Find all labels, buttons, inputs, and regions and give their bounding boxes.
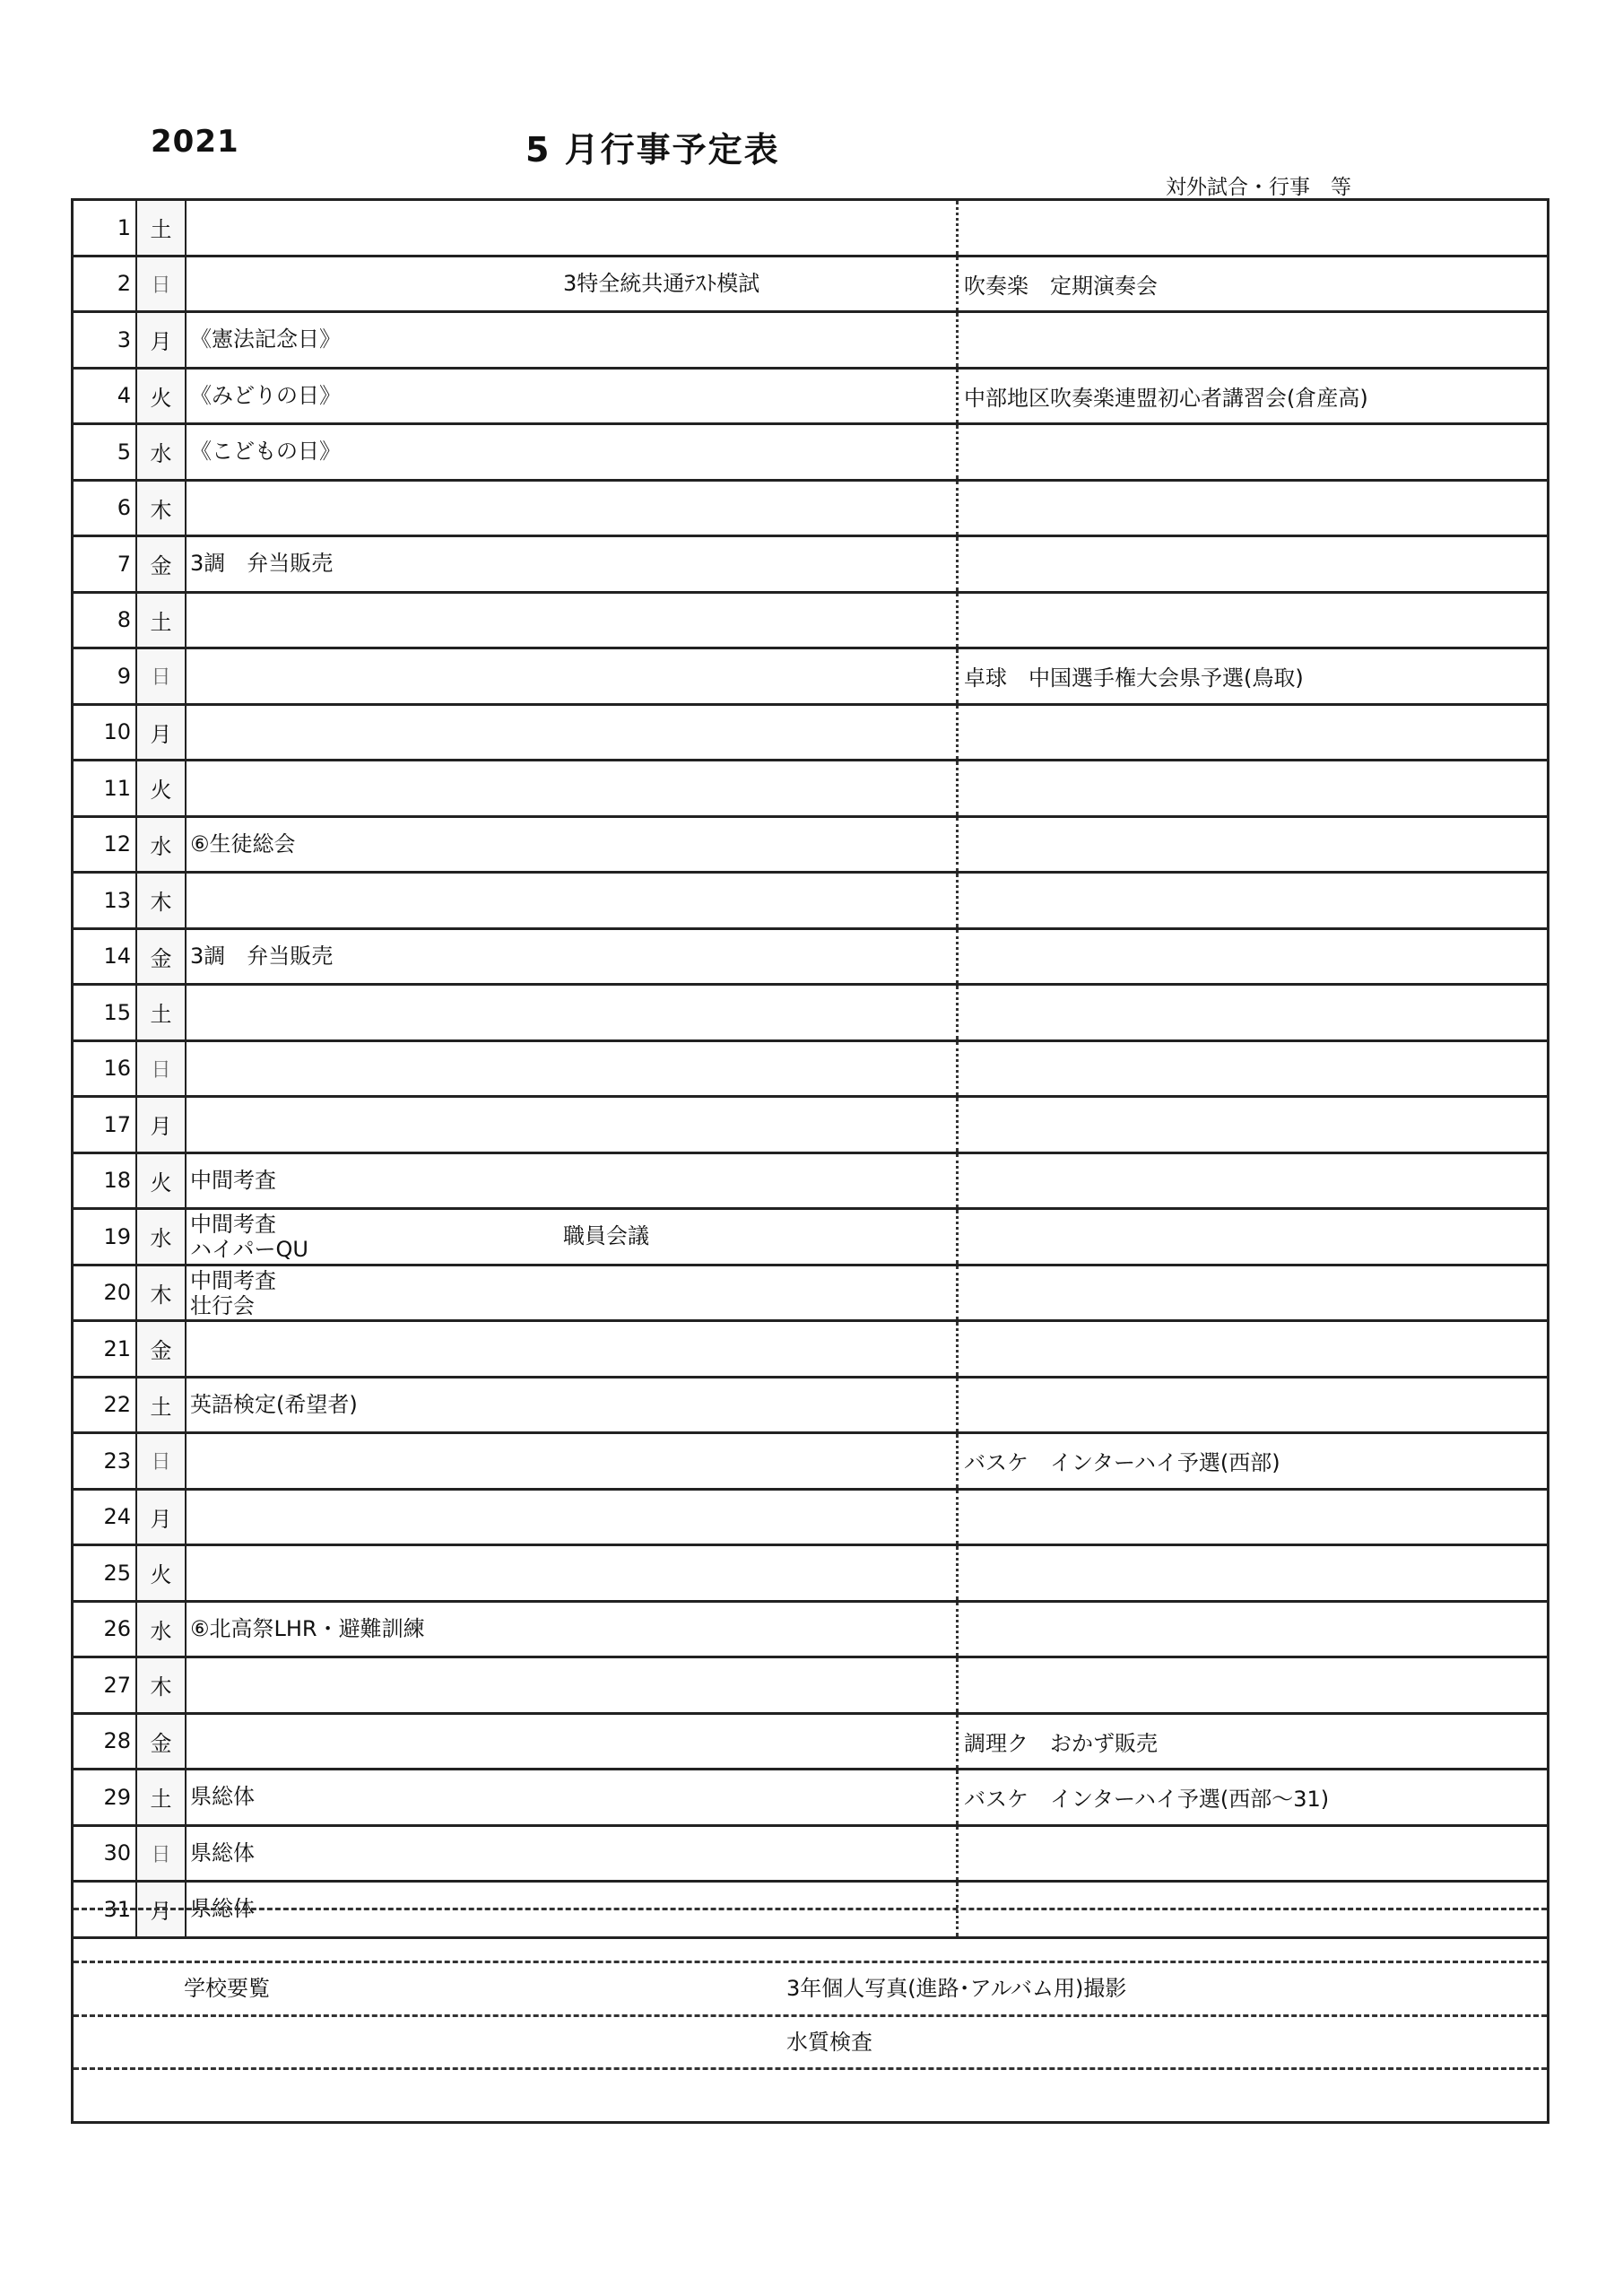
- school-event-text: [190, 1603, 425, 1656]
- external-event-text: [958, 480, 1548, 536]
- weekday-label: 月: [136, 1097, 186, 1153]
- day-row: [74, 648, 1547, 705]
- external-event-text: [958, 1265, 1548, 1321]
- school-event-center-text: 3特全統共通ﾃｽﾄ模試: [563, 270, 760, 296]
- weekday-label: 金: [136, 536, 186, 593]
- external-event-text: [958, 312, 1548, 369]
- day-row: [74, 1545, 1547, 1602]
- school-event-text: [190, 1154, 276, 1207]
- school-events-content: [187, 1322, 956, 1375]
- school-events-cell: [186, 873, 958, 929]
- day-number: 23: [74, 1433, 136, 1490]
- school-event-text: [190, 1378, 358, 1431]
- day-number: 10: [74, 704, 136, 761]
- day-number: 22: [74, 1377, 136, 1433]
- day-row: [74, 704, 1547, 761]
- day-number: 21: [74, 1321, 136, 1378]
- day-row: [74, 312, 1547, 369]
- footer-row: [74, 1908, 1547, 1961]
- footer-left-text: 学校要覧: [184, 1976, 270, 2002]
- day-number: 27: [74, 1657, 136, 1714]
- day-number: 4: [74, 368, 136, 424]
- day-row: [74, 816, 1547, 873]
- weekday-label: 月: [136, 1489, 186, 1545]
- day-row: [74, 1265, 1547, 1321]
- school-event-text: [190, 1210, 308, 1265]
- day-number: 17: [74, 1097, 136, 1153]
- school-events-cell: [186, 1770, 958, 1826]
- weekday-label: 日: [136, 256, 186, 312]
- weekday-label: 月: [136, 312, 186, 369]
- weekday-label: 月: [136, 704, 186, 761]
- school-events-cell: [186, 368, 958, 424]
- school-events-content: [187, 1491, 956, 1544]
- external-event-text: 吹奏楽 定期演奏会: [958, 256, 1548, 312]
- weekday-label: 金: [136, 1713, 186, 1770]
- school-event-line: 中間考査: [190, 1267, 276, 1293]
- day-number: 12: [74, 816, 136, 873]
- external-event-text: [958, 1601, 1548, 1657]
- weekday-label: 土: [136, 592, 186, 648]
- weekday-label: 日: [136, 1040, 186, 1097]
- day-number: 1: [74, 201, 136, 256]
- day-number: 20: [74, 1265, 136, 1321]
- school-event-text: [190, 930, 333, 983]
- day-row: [74, 1040, 1547, 1097]
- school-events-content: [187, 986, 956, 1039]
- school-events-cell: [186, 1489, 958, 1545]
- school-events-content: [187, 1042, 956, 1095]
- school-event-line: 県総体: [190, 1839, 255, 1866]
- external-event-text: [958, 201, 1548, 256]
- day-number: 19: [74, 1209, 136, 1265]
- school-events-content: [187, 594, 956, 647]
- school-events-content: [187, 1715, 956, 1768]
- weekday-label: 火: [136, 1545, 186, 1602]
- school-event-line: ⑥北高祭LHR・避難訓練: [190, 1615, 425, 1641]
- school-events-content: [187, 482, 956, 535]
- school-event-text: [190, 370, 341, 422]
- schedule-table: [74, 201, 1547, 1939]
- external-event-text: 中部地区吹奏楽連盟初心者講習会(倉産高): [958, 368, 1548, 424]
- school-events-content: [187, 1770, 956, 1823]
- school-event-text: [190, 1266, 276, 1321]
- weekday-label: 木: [136, 1657, 186, 1714]
- day-row: [74, 1713, 1547, 1770]
- school-event-line: 《こどもの日》: [190, 439, 341, 465]
- external-event-text: [958, 424, 1548, 481]
- school-events-cell: [186, 1040, 958, 1097]
- external-event-text: [958, 1152, 1548, 1209]
- school-events-cell: [186, 1152, 958, 1209]
- footer-row: [74, 1961, 1547, 2014]
- footer-notes: [74, 1854, 1547, 2121]
- weekday-label: 火: [136, 761, 186, 817]
- school-events-content: [187, 649, 956, 702]
- day-row: [74, 1152, 1547, 1209]
- day-row: [74, 985, 1547, 1041]
- weekday-label: 水: [136, 816, 186, 873]
- footer-row: [74, 2067, 1547, 2121]
- school-events-cell: [186, 1377, 958, 1433]
- external-event-text: [958, 1377, 1548, 1433]
- school-events-cell: [186, 704, 958, 761]
- school-events-content: [187, 1546, 956, 1599]
- school-events-content: [187, 1210, 956, 1263]
- day-number: 25: [74, 1545, 136, 1602]
- page-title: 5 月行事予定表: [525, 130, 780, 170]
- school-events-cell: [186, 1097, 958, 1153]
- day-row: [74, 480, 1547, 536]
- school-event-text: [190, 425, 341, 478]
- external-event-text: バスケ インターハイ予選(西部～31): [958, 1770, 1548, 1826]
- day-row: [74, 1489, 1547, 1545]
- weekday-label: 日: [136, 1433, 186, 1490]
- school-events-content: [187, 761, 956, 814]
- external-event-text: 卓球 中国選手権大会県予選(鳥取): [958, 648, 1548, 705]
- external-event-text: 調理ク おかず販売: [958, 1713, 1548, 1770]
- day-row: [74, 761, 1547, 817]
- school-events-cell: [186, 1321, 958, 1378]
- weekday-label: 土: [136, 1770, 186, 1826]
- school-events-content: [187, 1603, 956, 1656]
- weekday-label: 金: [136, 1321, 186, 1378]
- school-event-text: [190, 1770, 255, 1823]
- school-events-content: [187, 1378, 956, 1431]
- day-number: 30: [74, 1825, 136, 1882]
- external-event-text: [958, 536, 1548, 593]
- footer-row: [74, 2014, 1547, 2068]
- school-event-line: 県総体: [190, 1784, 255, 1810]
- school-events-content: [187, 425, 956, 478]
- weekday-label: 土: [136, 985, 186, 1041]
- footer-row: [74, 1854, 1547, 1908]
- weekday-label: 水: [136, 1601, 186, 1657]
- school-events-cell: [186, 1209, 958, 1265]
- day-row: [74, 1433, 1547, 1490]
- school-event-line-2: 壮行会: [190, 1292, 255, 1318]
- school-event-line: 中間考査: [190, 1167, 276, 1193]
- weekday-label: 木: [136, 873, 186, 929]
- school-events-content: [187, 1098, 956, 1151]
- external-event-text: [958, 873, 1548, 929]
- school-events-cell: [186, 201, 958, 256]
- day-row: [74, 1377, 1547, 1433]
- day-number: 15: [74, 985, 136, 1041]
- day-row: [74, 424, 1547, 481]
- day-number: 18: [74, 1152, 136, 1209]
- school-events-content: [187, 1266, 956, 1319]
- external-event-text: [958, 1209, 1548, 1265]
- school-event-line: 3調 弁当販売: [190, 943, 334, 969]
- day-number: 6: [74, 480, 136, 536]
- weekday-label: 土: [136, 1377, 186, 1433]
- school-events-cell: [186, 648, 958, 705]
- day-number: 9: [74, 648, 136, 705]
- school-event-line: ⑥生徒総会: [190, 831, 296, 857]
- day-row: [74, 592, 1547, 648]
- school-events-cell: [186, 592, 958, 648]
- school-events-cell: [186, 816, 958, 873]
- school-event-text: [190, 818, 296, 871]
- school-event-line: 3調 弁当販売: [190, 551, 334, 577]
- weekday-label: 木: [136, 1265, 186, 1321]
- school-events-cell: [186, 1433, 958, 1490]
- weekday-label: 土: [136, 201, 186, 256]
- external-event-text: [958, 1545, 1548, 1602]
- day-row: [74, 201, 1547, 256]
- school-event-text: [190, 537, 333, 590]
- day-number: 31: [74, 1882, 136, 1938]
- school-event-center-text: 職員会議: [563, 1223, 649, 1249]
- day-number: 16: [74, 1040, 136, 1097]
- day-row: [74, 1770, 1547, 1826]
- weekday-label: 火: [136, 1152, 186, 1209]
- external-event-text: [958, 928, 1548, 985]
- external-event-text: [958, 1040, 1548, 1097]
- weekday-label: 金: [136, 928, 186, 985]
- day-row: [74, 256, 1547, 312]
- day-number: 14: [74, 928, 136, 985]
- weekday-label: 水: [136, 424, 186, 481]
- school-events-content: [187, 370, 956, 422]
- external-event-text: [958, 816, 1548, 873]
- school-events-cell: [186, 424, 958, 481]
- school-events-content: [187, 201, 956, 254]
- school-event-line: 中間考査: [190, 1212, 276, 1238]
- footer-right-text: 3年個人写真(進路･アルバム用)撮影: [786, 1976, 1127, 2002]
- day-row: [74, 1657, 1547, 1714]
- school-events-cell: [186, 480, 958, 536]
- day-row: [74, 928, 1547, 985]
- external-event-text: [958, 1489, 1548, 1545]
- school-events-content: [187, 1154, 956, 1207]
- school-events-content: [187, 313, 956, 366]
- school-events-cell: [186, 761, 958, 817]
- school-events-cell: [186, 1545, 958, 1602]
- school-events-cell: [186, 256, 958, 312]
- external-event-text: [958, 704, 1548, 761]
- day-number: 13: [74, 873, 136, 929]
- weekday-label: 火: [136, 368, 186, 424]
- school-events-content: [187, 818, 956, 871]
- weekday-label: 日: [136, 648, 186, 705]
- day-number: 5: [74, 424, 136, 481]
- school-events-cell: [186, 1601, 958, 1657]
- schedule-sheet: [71, 198, 1549, 2124]
- school-event-line: 《憲法記念日》: [190, 326, 341, 352]
- school-event-line-2: ハイパーQU: [190, 1237, 308, 1263]
- day-number: 7: [74, 536, 136, 593]
- day-row: [74, 368, 1547, 424]
- school-event-line: 県総体: [190, 1896, 255, 1922]
- school-events-content: [187, 706, 956, 759]
- day-number: 24: [74, 1489, 136, 1545]
- day-number: 28: [74, 1713, 136, 1770]
- day-number: 11: [74, 761, 136, 817]
- school-event-line: 英語検定(希望者): [190, 1391, 358, 1417]
- day-row: [74, 1321, 1547, 1378]
- school-events-cell: [186, 1657, 958, 1714]
- school-event-text: [190, 313, 341, 366]
- day-number: 26: [74, 1601, 136, 1657]
- weekday-label: 木: [136, 480, 186, 536]
- school-events-cell: [186, 536, 958, 593]
- school-events-content: [187, 930, 956, 983]
- external-event-text: [958, 761, 1548, 817]
- external-event-text: [958, 1097, 1548, 1153]
- day-row: [74, 536, 1547, 593]
- school-events-cell: [186, 1713, 958, 1770]
- external-event-text: バスケ インターハイ予選(西部): [958, 1433, 1548, 1490]
- external-column-caption: 対外試合・行事 等: [1166, 176, 1351, 199]
- weekday-label: 水: [136, 1209, 186, 1265]
- external-event-text: [958, 1321, 1548, 1378]
- year-label: 2021: [151, 124, 239, 160]
- school-event-line: 《みどりの日》: [190, 382, 341, 408]
- day-row: [74, 1601, 1547, 1657]
- day-row: [74, 873, 1547, 929]
- school-events-content: [187, 1658, 956, 1711]
- day-number: 29: [74, 1770, 136, 1826]
- school-events-content: [187, 257, 956, 310]
- day-row: [74, 1097, 1547, 1153]
- day-row: [74, 1209, 1547, 1265]
- school-events-cell: [186, 985, 958, 1041]
- school-events-content: [187, 537, 956, 590]
- school-events-cell: [186, 1265, 958, 1321]
- external-event-text: [958, 592, 1548, 648]
- school-events-content: [187, 874, 956, 926]
- footer-right-text: 水質検査: [786, 2029, 872, 2055]
- day-number: 3: [74, 312, 136, 369]
- school-events-cell: [186, 312, 958, 369]
- external-event-text: [958, 1657, 1548, 1714]
- weekday-label: 月: [136, 1882, 186, 1938]
- school-events-cell: [186, 928, 958, 985]
- school-events-content: [187, 1434, 956, 1487]
- weekday-label: 日: [136, 1825, 186, 1882]
- day-number: 2: [74, 256, 136, 312]
- day-number: 8: [74, 592, 136, 648]
- external-event-text: [958, 985, 1548, 1041]
- schedule-table-body: [74, 201, 1547, 1937]
